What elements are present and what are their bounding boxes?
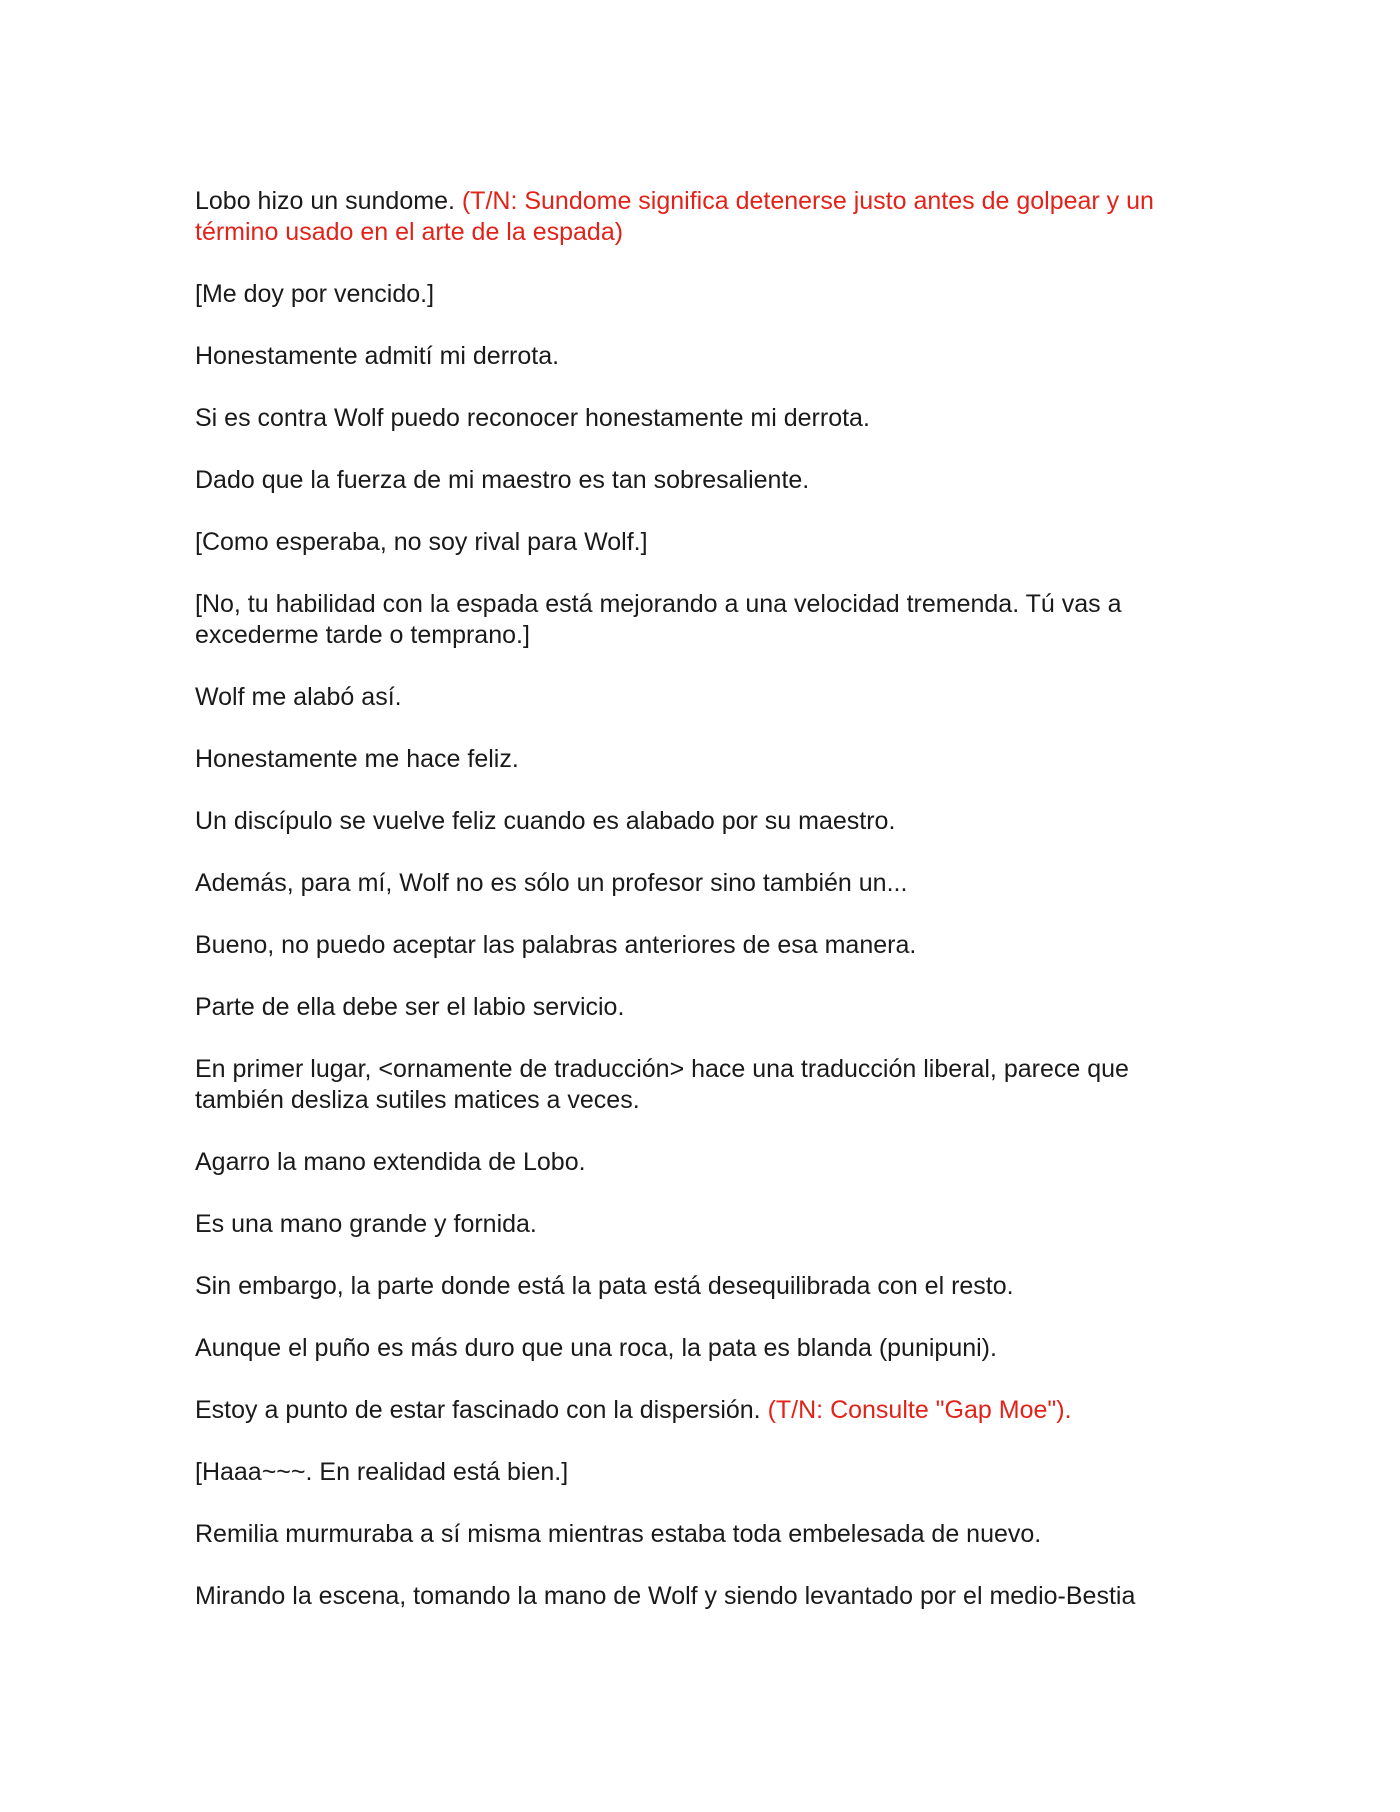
paragraph-text: Sin embargo, la parte donde está la pata está desequilibrada con el resto. xyxy=(195,1272,1014,1300)
paragraph-text: Remilia murmuraba a sí misma mientras estaba toda embelesada de nuevo. xyxy=(195,1520,1042,1548)
translator-note: (T/N: Sundome significa detenerse justo antes de golpear y un término usado en el arte de la espada) xyxy=(195,187,1154,246)
paragraph xyxy=(195,341,1200,372)
paragraph xyxy=(195,465,1200,496)
paragraph-text: Mirando la escena, tomando la mano de Wolf y siendo levantado por el medio-Bestia xyxy=(195,1582,1136,1610)
paragraph xyxy=(195,279,1200,310)
paragraph xyxy=(195,1519,1200,1550)
paragraph-text: Parte de ella debe ser el labio servicio. xyxy=(195,993,625,1021)
paragraph xyxy=(195,744,1200,775)
paragraph xyxy=(195,682,1200,713)
paragraph xyxy=(195,527,1200,558)
paragraph xyxy=(195,868,1200,899)
paragraph xyxy=(195,1333,1200,1364)
paragraph xyxy=(195,186,1200,248)
paragraph xyxy=(195,403,1200,434)
paragraph-text: Es una mano grande y fornida. xyxy=(195,1210,537,1238)
paragraph-text: Agarro la mano extendida de Lobo. xyxy=(195,1148,586,1176)
paragraph-text: Honestamente admití mi derrota. xyxy=(195,342,560,370)
paragraph xyxy=(195,992,1200,1023)
paragraph-text: [Haaa~~~. En realidad está bien.] xyxy=(195,1458,569,1486)
paragraph-text: En primer lugar, <ornamente de traducción> hace una traducción liberal, parece que también desliza sutiles matices a veces. xyxy=(195,1055,1129,1114)
paragraph-text: [Me doy por vencido.] xyxy=(195,280,435,308)
paragraph xyxy=(195,589,1200,651)
paragraph-text: Bueno, no puedo aceptar las palabras anteriores de esa manera. xyxy=(195,931,917,959)
paragraph-text: Wolf me alabó así. xyxy=(195,683,402,711)
paragraph xyxy=(195,1147,1200,1178)
paragraph-text: Dado que la fuerza de mi maestro es tan sobresaliente. xyxy=(195,466,810,494)
paragraph-text: Además, para mí, Wolf no es sólo un profesor sino también un... xyxy=(195,869,908,897)
paragraph xyxy=(195,1271,1200,1302)
document-body xyxy=(195,186,1200,1643)
paragraph-text: Un discípulo se vuelve feliz cuando es alabado por su maestro. xyxy=(195,807,896,835)
paragraph-text: Estoy a punto de estar fascinado con la dispersión. xyxy=(195,1396,768,1424)
paragraph xyxy=(195,930,1200,961)
paragraph xyxy=(195,1054,1200,1116)
paragraph-text: Si es contra Wolf puedo reconocer honestamente mi derrota. xyxy=(195,404,870,432)
paragraph xyxy=(195,1457,1200,1488)
paragraph-text: Aunque el puño es más duro que una roca, la pata es blanda (punipuni). xyxy=(195,1334,997,1362)
paragraph-text: [No, tu habilidad con la espada está mejorando a una velocidad tremenda. Tú vas a excederme tarde o temprano.] xyxy=(195,590,1122,649)
paragraph xyxy=(195,806,1200,837)
paragraph-text: [Como esperaba, no soy rival para Wolf.] xyxy=(195,528,648,556)
paragraph xyxy=(195,1581,1200,1612)
translator-note: (T/N: Consulte "Gap Moe"). xyxy=(767,1396,1072,1424)
paragraph xyxy=(195,1395,1200,1426)
paragraph-text: Honestamente me hace feliz. xyxy=(195,745,519,773)
paragraph-text: Lobo hizo un sundome. xyxy=(195,187,462,215)
paragraph xyxy=(195,1209,1200,1240)
